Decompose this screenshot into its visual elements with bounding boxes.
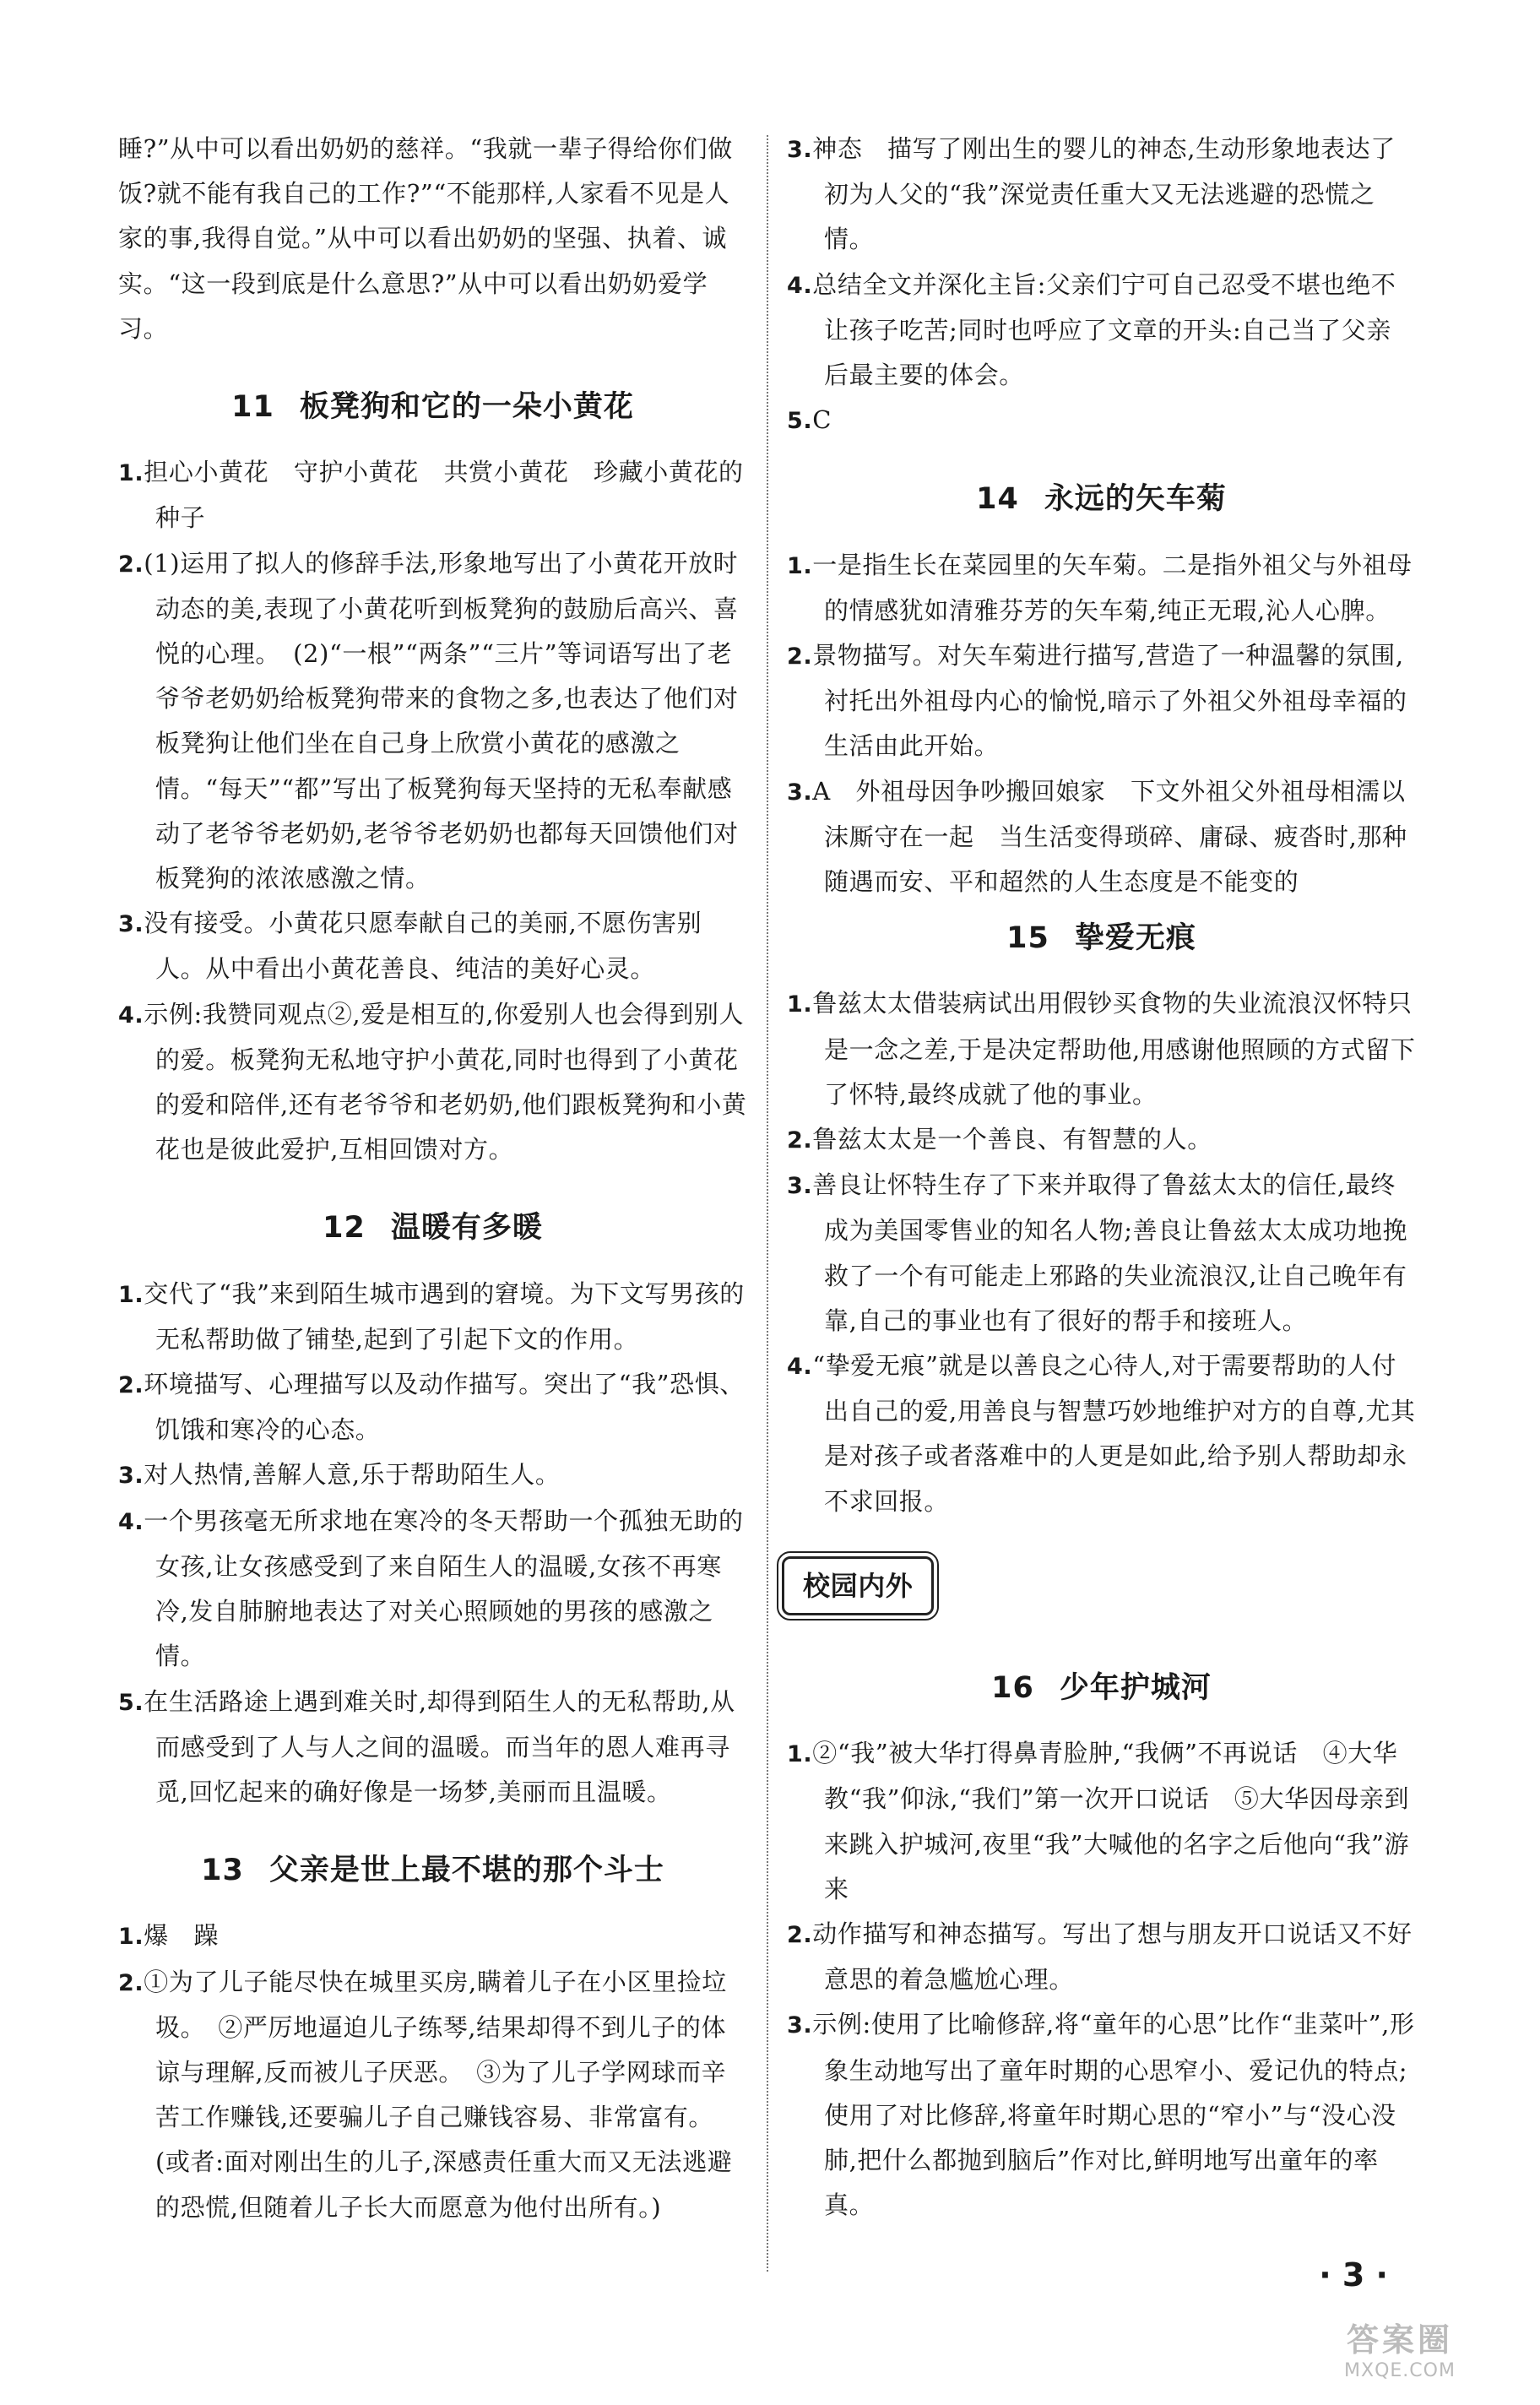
item-number: 2. [118, 1372, 144, 1399]
item-number: 2. [118, 551, 144, 578]
item-text: 示例:使用了比喻修辞,将“童年的心思”比作“韭菜叶”,形象生动地写出了童年时期的心思窄小、爱记仇的特点;使用了对比修辞,将童年时期心思的“窄小”与“没心没肺,把什么都抛到脑后”作对比,鲜明地写出童年的率真。 [812, 2010, 1415, 2220]
item-text: ①为了儿子能尽快在城里买房,瞒着儿子在小区里捡垃圾。 ②严厉地逼迫儿子练琴,结果却得不到儿子的体谅与理解,反而被儿子厌恶。 ③为了儿子学网球而辛苦工作赚钱,还要骗儿子自己赚钱容易、非常富有。(或者:面对刚出生的儿子,深感责任重大而又无法逃避的恐慌,但随着儿子长大而愿意为他付出所有。) [144, 1967, 733, 2222]
section-number: 13 [201, 1854, 244, 1888]
item-number: 4. [787, 1354, 813, 1381]
item-number: 1. [118, 1281, 144, 1308]
item-number: 3. [787, 2012, 813, 2039]
section-title-14 [787, 477, 1416, 522]
item-text: 动作描写和神态描写。写出了想与朋友开口说话又不好意思的着急尴尬心理。 [812, 1919, 1413, 1995]
item-number: 4. [787, 272, 813, 299]
item-text: 一是指生长在菜园里的矢车菊。二是指外祖父与外祖母的情感犹如清雅芬芳的矢车菊,纯正无瑕,沁人心脾。 [812, 550, 1413, 625]
answer-item [787, 633, 1416, 769]
item-number: 1. [787, 1741, 813, 1768]
answer-item [118, 1362, 747, 1452]
item-number: 5. [118, 1689, 144, 1716]
column-divider [767, 135, 768, 2272]
item-number: 1. [118, 1924, 144, 1951]
section-title-15 [787, 916, 1416, 961]
item-number: 1. [787, 552, 813, 579]
item-text: 在生活路途上遇到难关时,却得到陌生人的无私帮助,从而感受到了人与人之间的温暖。而当年的恩人难再寻觅,回忆起来的确好像是一场梦,美丽而且温暖。 [144, 1686, 735, 1806]
item-text: (1)运用了拟人的修辞手法,形象地写出了小黄花开放时动态的美,表现了小黄花听到板凳狗的鼓励后高兴、喜悦的心理。 (2)“一根”“两条”“三片”等词语写出了老爷爷老奶奶给板凳狗带来的食物之多,也表达了他们对板凳狗让他们坐在自己身上欣赏小黄花的感激之情。“每天”“都”写出了板凳狗每天坚持的无私奉献感动了老爷爷老奶奶,老爷爷老奶奶也都每天回馈他们对板凳狗的浓浓感激之情。 [144, 548, 739, 893]
answer-item [787, 1912, 1416, 2002]
answer-item [118, 450, 747, 540]
answer-item [787, 981, 1416, 1117]
intro-paragraph: 睡?”从中可以看出奶奶的慈祥。“我就一辈子得给你们做饭?就不能有我自己的工作?”“不能那样,人家看不见是人家的事,我得自觉。”从中可以看出奶奶的坚强、执着、诚实。“这一段到底是什么意思?”从中可以看出奶奶爱学习。 [118, 134, 733, 343]
section-title-text: 父亲是世上最不堪的那个斗士 [268, 1854, 664, 1888]
item-text: 神态 描写了刚出生的婴儿的神态,生动形象地表达了初为人父的“我”深觉责任重大又无法逃避的恐慌之情。 [812, 134, 1396, 254]
item-text: C [812, 405, 832, 435]
answer-item [118, 1680, 747, 1816]
section-number: 14 [976, 482, 1019, 517]
item-text: A 外祖母因争吵搬回娘家 下文外祖父外祖母相濡以沫厮守在一起 当生活变得琐碎、庸碌、疲沓时,那种随遇而安、平和超然的人生态度是不能变的 [812, 776, 1407, 897]
answer-item [787, 127, 1416, 263]
item-number: 3. [787, 779, 813, 806]
item-text: 环境描写、心理描写以及动作描写。突出了“我”恐惧、饥饿和寒冷的心态。 [144, 1370, 745, 1445]
section-banner: 校园内外 [782, 1556, 934, 1615]
item-text: ②“我”被大华打得鼻青脸肿,“我俩”不再说话 ④大华教“我”仰泳,“我们”第一次开口说话 ⑤大华因母亲到来跳入护城河,夜里“我”大喊他的名字之后他向“我”游来 [812, 1739, 1410, 1903]
section-number: 15 [1006, 921, 1049, 956]
watermark-text: 答案圈 [1346, 2321, 1453, 2359]
item-text: 善良让怀特生存了下来并取得了鲁兹太太的信任,最终成为美国零售业的知名人物;善良让鲁兹太太成功地挽救了一个有可能走上邪路的失业流浪汉,让自己晚年有靠,自己的事业也有了很好的帮手和接班人。 [812, 1170, 1408, 1335]
answer-item [118, 541, 747, 902]
item-number: 3. [787, 1173, 813, 1200]
answer-item [118, 1960, 747, 2230]
answer-item [787, 1731, 1416, 1912]
answer-item [118, 1499, 747, 1680]
item-number: 2. [787, 1921, 813, 1948]
section-title-text: 挚爱无痕 [1074, 921, 1196, 956]
item-number: 2. [118, 1969, 144, 1996]
item-text: 景物描写。对矢车菊进行描写,营造了一种温馨的氛围,衬托出外祖母内心的愉悦,暗示了外祖父外祖母幸福的生活由此开始。 [812, 641, 1407, 761]
section-number: 12 [323, 1211, 366, 1246]
item-text: 示例:我赞同观点②,爱是相互的,你爱别人也会得到别人的爱。板凳狗无私地守护小黄花,同时也得到了小黄花的爱和陪伴,还有老爷爷和老奶奶,他们跟板凳狗和小黄花也是彼此爱护,互相回馈对方。 [144, 999, 747, 1164]
item-number: 1. [118, 460, 144, 487]
section-title-12 [118, 1206, 747, 1251]
answer-item [787, 1344, 1416, 1524]
item-text: 交代了“我”来到陌生城市遇到的窘境。为下文写男孩的无私帮助做了铺垫,起到了引起下文的作用。 [144, 1279, 745, 1354]
item-text: 爆 躁 [144, 1921, 220, 1951]
answer-item [118, 1452, 747, 1498]
answer-item [787, 398, 1416, 443]
watermark-url: MXQE.COM [1344, 2360, 1456, 2381]
item-text: 没有接受。小黄花只愿奉献自己的美丽,不愿伤害别人。从中看出小黄花善良、纯洁的美好心灵。 [144, 909, 702, 984]
section-title-text: 永远的矢车菊 [1044, 482, 1227, 517]
answer-item [118, 992, 747, 1173]
item-number: 2. [787, 1127, 813, 1154]
item-number: 4. [118, 1508, 144, 1535]
section-title-text: 温暖有多暖 [390, 1211, 543, 1246]
item-text: 对人热情,善解人意,乐于帮助陌生人。 [144, 1460, 561, 1490]
answer-item [787, 1163, 1416, 1344]
item-text: 鲁兹太太借装病试出用假钞买食物的失业流浪汉怀特只是一念之差,于是决定帮助他,用感谢他照顾的方式留下了怀特,最终成就了他的事业。 [812, 989, 1416, 1109]
page-number: · 3 · [1319, 2256, 1388, 2294]
answer-item [787, 769, 1416, 905]
section-title-16 [787, 1666, 1416, 1711]
answer-item [787, 2002, 1416, 2228]
section-title-text: 板凳狗和它的一朵小黄花 [299, 390, 634, 425]
answer-item [118, 1914, 747, 1959]
item-text: 鲁兹太太是一个善良、有智慧的人。 [812, 1125, 1212, 1154]
item-text: 一个男孩毫无所求地在寒冷的冬天帮助一个孤独无助的女孩,让女孩感受到了来自陌生人的温暖,女孩不再寒冷,发自肺腑地表达了对关心照顾她的男孩的感激之情。 [144, 1506, 744, 1671]
answer-item [787, 1117, 1416, 1163]
section-title-11 [118, 385, 747, 430]
left-column [118, 127, 747, 2230]
answer-item [118, 1272, 747, 1362]
answer-item [787, 543, 1416, 633]
item-number: 2. [787, 643, 813, 670]
item-number: 5. [787, 408, 813, 435]
item-text: 总结全文并深化主旨:父亲们宁可自己忍受不堪也绝不让孩子吃苦;同时也呼应了文章的开头:自己当了父亲后最主要的体会。 [812, 269, 1396, 390]
answer-item [118, 901, 747, 991]
item-number: 1. [787, 991, 813, 1018]
item-text: 担心小黄花 守护小黄花 共赏小黄花 珍藏小黄花的种子 [144, 458, 744, 533]
item-text: “挚爱无痕”就是以善良之心待人,对于需要帮助的人付出自己的爱,用善良与智慧巧妙地维护对方的自尊,尤其是对孩子或者落难中的人更是如此,给予别人帮助却永不求回报。 [812, 1351, 1416, 1516]
section-title-text: 少年护城河 [1059, 1670, 1212, 1705]
section-number: 11 [231, 390, 274, 425]
item-number: 3. [118, 1463, 144, 1490]
watermark-logo [1290, 2314, 1510, 2390]
item-number: 3. [787, 137, 813, 163]
answer-item [787, 263, 1416, 399]
item-number: 3. [118, 911, 144, 938]
item-number: 4. [118, 1002, 144, 1029]
right-column [787, 127, 1416, 2228]
section-number: 16 [991, 1670, 1034, 1705]
section-title-13 [118, 1849, 747, 1893]
